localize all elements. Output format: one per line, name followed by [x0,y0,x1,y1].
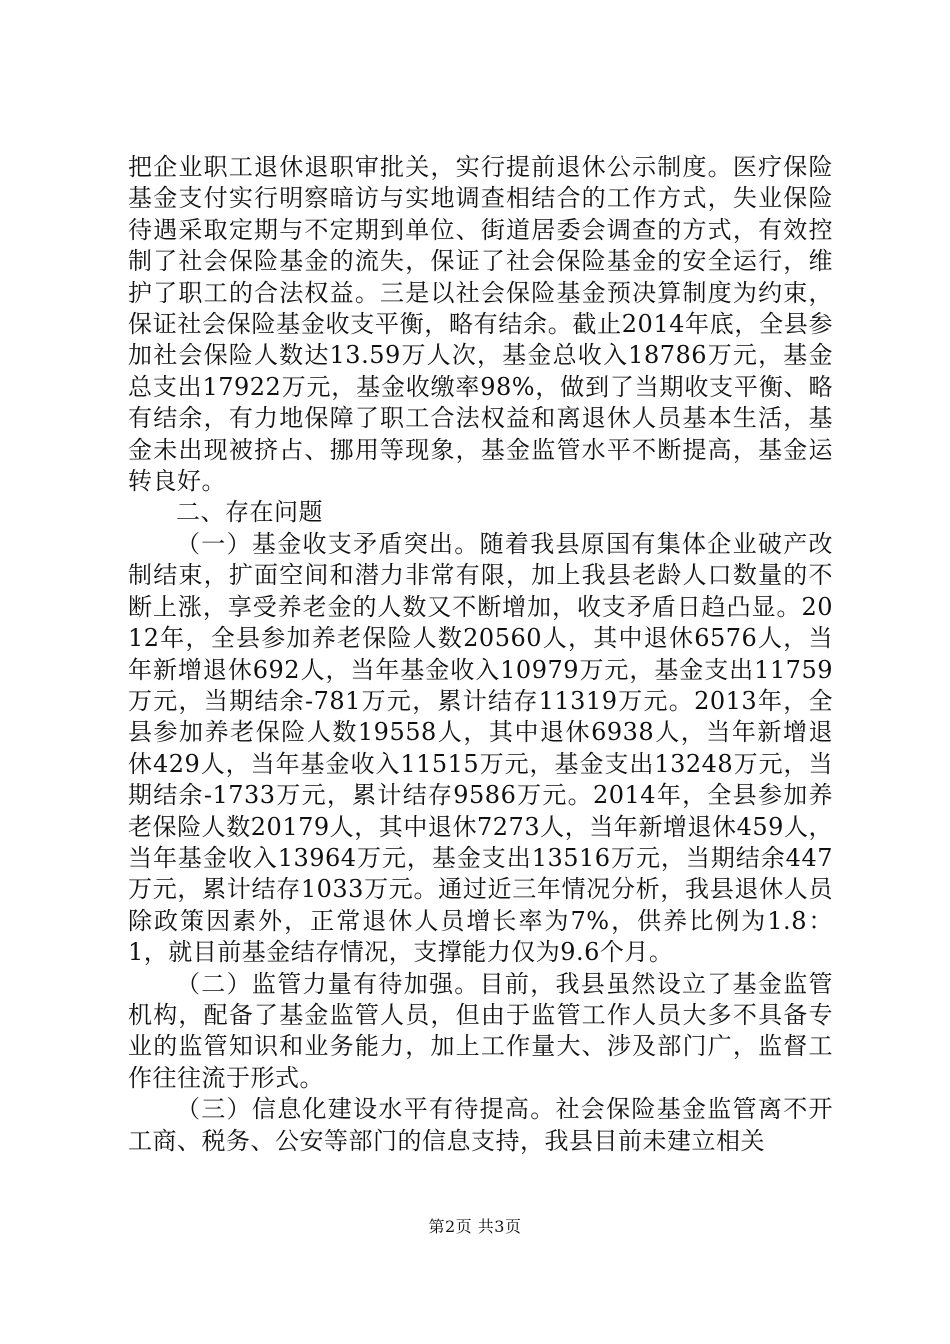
paragraph-issue-3: （三）信息化建设水平有待提高。社会保险基金监管离不开工商、税务、公安等部门的信息支持，我县目前未建立相关 [128,1095,833,1155]
page-number-label: 第2页 共3页 [428,1217,522,1236]
section-heading: 二、存在问题 [176,498,323,527]
document-body [128,152,833,1157]
paragraph-issue-1: （一）基金收支矛盾突出。随着我县原国有集体企业破产改制结束，扩面空间和潜力非常有限，加上我县老龄人口数量的不断上涨，享受养老金的人数又不断增加，收支矛盾日趋凸显。2012年，全县参加养老保险人数20560人，其中退休6576人，当年新增退休692人，当年基金收入10979万元，基金支出11759万元，当期结余-781万元，累计结存11319万元。2013年，全县参加养老保险人数19558人，其中退休6938人，当年新增退休429人，当年基金收入11515万元，基金支出13248万元，当期结余-1733万元，累计结存9586万元。2014年，全县参加养老保险人数20179人，其中退休7273人，当年新增退休459人，当年基金收入13964万元，基金支出13516万元，当期结余447万元，累计结存1033万元。通过近三年情况分析，我县退休人员除政策因素外，正常退休人员增长率为7%，供养比例为1.8：1，就目前基金结存情况，支撑能力仅为9.6个月。 [128,529,833,967]
paragraph-issue-2: （二）监管力量有待加强。目前，我县虽然设立了基金监管机构，配备了基金监管人员，但由于监管工作人员大多不具备专业的监管知识和业务能力，加上工作量大、涉及部门广，监督工作往往流于形式。 [128,969,833,1092]
page-footer [0,1214,950,1237]
paragraph-continuation: 把企业职工退休退职审批关，实行提前退休公示制度。医疗保险基金支付实行明察暗访与实地调查相结合的工作方式，失业保险待遇采取定期与不定期到单位、街道居委会调查的方式，有效控制了社会保险基金的流失，保证了社会保险基金的安全运行，维护了职工的合法权益。三是以社会保险基金预决算制度为约束，保证社会保险基金收支平衡，略有结余。截止2014年底，全县参加社会保险人数达13.59万人次，基金总收入18786万元，基金总支出17922万元，基金收缴率98%，做到了当期收支平衡、略有结余，有力地保障了职工合法权益和离退休人员基本生活，基金未出现被挤占、挪用等现象，基金监管水平不断提高，基金运转良好。 [128,153,833,496]
